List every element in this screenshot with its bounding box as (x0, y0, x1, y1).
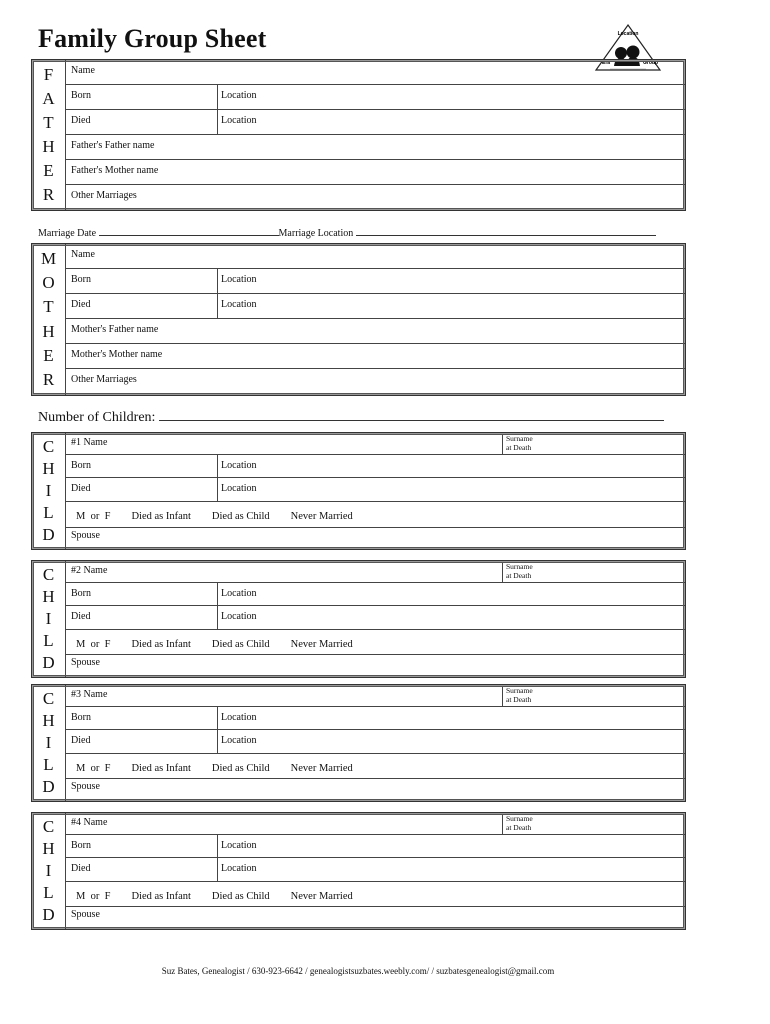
child-2-born-label: Born (71, 588, 91, 599)
child-1-never-married[interactable]: Never Married (290, 511, 353, 522)
child-1-sex-f[interactable]: F (104, 511, 111, 522)
mother-side-label: M O T H E R (32, 244, 66, 395)
child-3-status-row[interactable] (66, 754, 685, 779)
father-died-location[interactable]: Location (217, 110, 257, 134)
child-2-born-location[interactable]: Location (217, 583, 257, 605)
mother-father-label: Mother's Father name (71, 324, 159, 335)
child-4-block (31, 812, 686, 930)
child-3-side-label: C H I L D (32, 685, 66, 801)
child-1-born-location[interactable]: Location (217, 455, 257, 477)
children-count-label: Number of Children: (38, 410, 156, 425)
mother-died-location[interactable]: Location (217, 294, 257, 318)
child-3-surname[interactable]: Surname at Death (502, 686, 682, 706)
children-count-field[interactable] (159, 409, 664, 421)
child-2-born-row[interactable] (66, 583, 685, 606)
child-4-sex-m[interactable]: M (76, 891, 86, 902)
child-1-name-label: #1 Name (71, 437, 108, 448)
child-2-block (31, 560, 686, 678)
child-3-sex-f[interactable]: F (104, 763, 111, 774)
child-4-spouse-row[interactable] (66, 907, 685, 931)
child-4-side-label: C H I L D (32, 813, 66, 929)
child-3-status-options: M or F Died as Infant Died as Child Never Married (76, 763, 353, 774)
marriage-line (38, 226, 656, 239)
child-3-died-location[interactable]: Location (217, 730, 257, 753)
father-father-label: Father's Father name (71, 140, 155, 151)
child-4-born-label: Born (71, 840, 91, 851)
child-1-died-row[interactable] (66, 478, 685, 502)
child-2-surname[interactable]: Surname at Death (502, 562, 682, 582)
mother-father-row[interactable] (66, 319, 685, 344)
mother-died-row[interactable] (66, 294, 685, 319)
father-father-row[interactable] (66, 135, 685, 160)
child-2-status-row[interactable] (66, 630, 685, 655)
child-4-spouse-label: Spouse (71, 909, 100, 920)
footer-contact: Suz Bates, Genealogist / 630-923-6642 / genealogistsuzbates.weebly.com/ / suzbatesgenealogist@gmail.com (161, 966, 555, 976)
child-1-died-location[interactable]: Location (217, 478, 257, 501)
mother-name-label: Name (71, 249, 95, 260)
child-3-born-label: Born (71, 712, 91, 723)
child-3-never-married[interactable]: Never Married (290, 763, 353, 774)
children-count-line (38, 409, 664, 426)
mother-died-label: Died (71, 299, 91, 310)
child-2-sex-f[interactable]: F (104, 639, 111, 650)
child-3-name-label: #3 Name (71, 689, 108, 700)
child-1-died-label: Died (71, 483, 91, 494)
child-1-died-child[interactable]: Died as Child (211, 511, 270, 522)
mother-born-label: Born (71, 274, 91, 285)
child-3-block (31, 684, 686, 802)
child-4-never-married[interactable]: Never Married (290, 891, 353, 902)
father-side-label: F A T H E R (32, 60, 66, 210)
child-1-died-infant[interactable]: Died as Infant (131, 511, 191, 522)
child-4-born-location[interactable]: Location (217, 835, 257, 857)
child-4-died-label: Died (71, 863, 91, 874)
child-3-name-row[interactable] (66, 685, 685, 707)
logo-left-text: Era (602, 60, 611, 66)
mother-mother-row[interactable] (66, 344, 685, 369)
mother-born-row[interactable] (66, 269, 685, 294)
child-2-died-label: Died (71, 611, 91, 622)
child-1-block (31, 432, 686, 550)
father-block (31, 59, 686, 211)
father-mother-label: Father's Mother name (71, 165, 159, 176)
father-other-marriages-label: Other Marriages (71, 190, 137, 201)
child-3-died-label: Died (71, 735, 91, 746)
marriage-location-label: Marriage Location (278, 228, 354, 239)
mother-block (31, 243, 686, 396)
father-other-marriages-row[interactable] (66, 185, 685, 210)
child-2-never-married[interactable]: Never Married (290, 639, 353, 650)
child-2-side-label: C H I L D (32, 561, 66, 677)
child-2-spouse-row[interactable] (66, 655, 685, 679)
child-4-died-location[interactable]: Location (217, 858, 257, 881)
mother-mother-label: Mother's Mother name (71, 349, 163, 360)
father-born-label: Born (71, 90, 91, 101)
mother-name-row[interactable] (66, 244, 685, 269)
child-4-died-child[interactable]: Died as Child (211, 891, 270, 902)
marriage-date-label: Marriage Date (38, 228, 97, 239)
child-4-died-infant[interactable]: Died as Infant (131, 891, 191, 902)
logo-top-text: Location (617, 31, 639, 37)
child-1-side-label: C H I L D (32, 433, 66, 549)
child-1-name-row[interactable] (66, 433, 685, 455)
child-1-born-row[interactable] (66, 455, 685, 478)
child-3-born-location[interactable]: Location (217, 707, 257, 729)
child-2-died-infant[interactable]: Died as Infant (131, 639, 191, 650)
father-name-row[interactable] (66, 60, 685, 85)
father-born-location[interactable]: Location (217, 85, 257, 109)
logo-right-text: Group (643, 60, 658, 66)
child-2-name-label: #2 Name (71, 565, 108, 576)
father-born-row[interactable] (66, 85, 685, 110)
child-2-spouse-label: Spouse (71, 657, 100, 668)
mother-born-location[interactable]: Location (217, 269, 257, 293)
child-3-died-child[interactable]: Died as Child (211, 763, 270, 774)
father-died-label: Died (71, 115, 91, 126)
child-3-sex-m[interactable]: M (76, 763, 86, 774)
father-died-row[interactable] (66, 110, 685, 135)
child-2-status-options: M or F Died as Infant Died as Child Never Married (76, 639, 353, 650)
child-4-name-row[interactable] (66, 813, 685, 835)
child-4-born-row[interactable] (66, 835, 685, 858)
child-2-died-row[interactable] (66, 606, 685, 630)
child-3-died-infant[interactable]: Died as Infant (131, 763, 191, 774)
child-2-died-child[interactable]: Died as Child (211, 639, 270, 650)
child-4-died-row[interactable] (66, 858, 685, 882)
page-title: Family Group Sheet (38, 24, 267, 53)
child-4-name-label: #4 Name (71, 817, 108, 828)
child-1-surname[interactable]: Surname at Death (502, 434, 682, 454)
child-2-name-row[interactable] (66, 561, 685, 583)
child-2-died-location[interactable]: Location (217, 606, 257, 629)
child-4-surname[interactable]: Surname at Death (502, 814, 682, 834)
child-1-spouse-row[interactable] (66, 528, 685, 551)
child-1-born-label: Born (71, 460, 91, 471)
child-1-status-options: M or F Died as Infant Died as Child Never Married (76, 511, 353, 522)
child-3-spouse-label: Spouse (71, 781, 100, 792)
child-1-sex-m[interactable]: M (76, 511, 86, 522)
mother-other-marriages-row[interactable] (66, 369, 685, 395)
marriage-location-field[interactable] (356, 226, 656, 236)
child-1-status-row[interactable] (66, 502, 685, 528)
child-3-died-row[interactable] (66, 730, 685, 754)
father-mother-row[interactable] (66, 160, 685, 185)
child-1-spouse-label: Spouse (71, 530, 100, 541)
child-4-status-options: M or F Died as Infant Died as Child Never Married (76, 891, 353, 902)
child-4-status-row[interactable] (66, 882, 685, 907)
child-3-born-row[interactable] (66, 707, 685, 730)
marriage-date-field[interactable] (99, 226, 279, 236)
child-4-sex-f[interactable]: F (104, 891, 111, 902)
child-2-sex-m[interactable]: M (76, 639, 86, 650)
mother-other-marriages-label: Other Marriages (71, 374, 137, 385)
child-3-spouse-row[interactable] (66, 779, 685, 803)
father-name-label: Name (71, 65, 95, 76)
